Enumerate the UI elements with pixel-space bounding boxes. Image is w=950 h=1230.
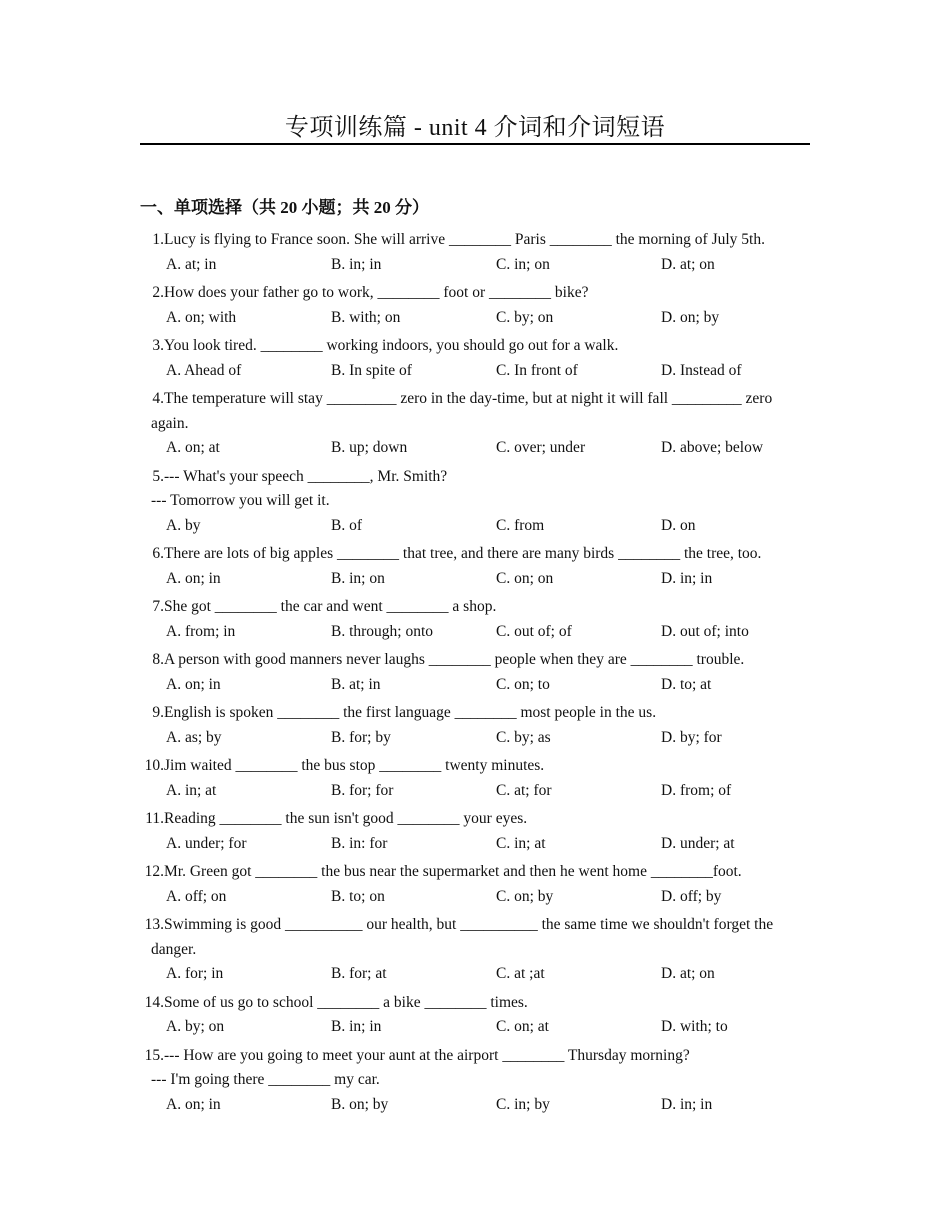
answer-option-d: D. under; at <box>661 834 735 852</box>
answer-option-a: A. on; in <box>166 675 221 693</box>
answer-option-c: C. on; at <box>496 1018 549 1035</box>
answer-options <box>140 514 810 539</box>
question-text: Mr. Green got ________ the bus near the supermarket and then he went home ________foot. <box>164 863 742 880</box>
answer-options <box>140 1093 810 1118</box>
question-number: 5. <box>152 467 164 485</box>
question-stem <box>140 542 810 567</box>
answer-options <box>140 726 810 751</box>
answer-option-c: C. in; on <box>496 255 550 273</box>
answer-option-d: D. on; by <box>661 308 720 326</box>
answer-options <box>140 1015 810 1040</box>
question-item <box>140 387 810 461</box>
answer-option-d: D. from; of <box>661 781 732 799</box>
answer-option-a: A. in; at <box>166 781 217 799</box>
question-number: 3. <box>152 337 164 354</box>
question-stem <box>140 648 810 673</box>
question-stem <box>140 465 810 490</box>
question-stem <box>140 807 810 832</box>
answer-options <box>140 962 810 987</box>
question-stem <box>140 387 810 412</box>
question-number: 14. <box>144 993 164 1011</box>
answer-options <box>140 673 810 698</box>
question-number: 11. <box>145 810 164 827</box>
answer-option-b: B. to; on <box>331 887 385 905</box>
answer-option-d: D. out of; into <box>661 622 749 640</box>
answer-option-a: A. on; with <box>166 308 237 326</box>
answer-option-c: C. in; by <box>496 1095 550 1113</box>
answer-option-c: C. by; as <box>496 728 551 746</box>
answer-option-a: A. by; on <box>166 1018 225 1035</box>
answer-option-a: A. on; in <box>166 569 221 587</box>
answer-options <box>140 436 810 461</box>
question-stem <box>140 913 810 938</box>
question-stem <box>140 1044 810 1069</box>
question-text: A person with good manners never laughs ________ people when they are ________ trouble. <box>164 651 745 668</box>
question-number: 13. <box>144 916 164 933</box>
question-text: English is spoken ________ the first language ________ most people in the us. <box>164 704 657 721</box>
answer-option-b: B. in: for <box>331 834 388 852</box>
question-continuation: --- I'm going there ________ my car. <box>151 1071 380 1088</box>
question-number: 12. <box>144 863 164 880</box>
title-underline <box>140 143 810 145</box>
question-item <box>140 701 810 750</box>
question-item <box>140 334 810 383</box>
answer-option-b: B. for; by <box>331 728 391 746</box>
answer-option-b: B. in; on <box>331 569 385 587</box>
page-title: 专项训练篇 - unit 4 介词和介词短语 <box>284 115 666 141</box>
section-heading: 一、单项选择（共 20 小题；共 20 分） <box>140 198 429 217</box>
question-number: 7. <box>152 598 164 615</box>
question-stem <box>140 334 810 359</box>
question-item <box>140 754 810 803</box>
answer-options <box>140 306 810 331</box>
answer-option-d: D. above; below <box>661 439 764 456</box>
answer-option-c: C. by; on <box>496 308 554 326</box>
answer-option-a: A. from; in <box>166 622 236 640</box>
answer-option-c: C. out of; of <box>496 622 572 640</box>
answer-option-b: B. in; in <box>331 1018 382 1035</box>
answer-options <box>140 567 810 592</box>
question-item <box>140 228 810 277</box>
answer-option-c: C. on; to <box>496 675 550 693</box>
answer-option-a: A. on; at <box>166 439 220 456</box>
answer-option-a: A. for; in <box>166 965 224 982</box>
answer-option-c: C. on; by <box>496 887 554 905</box>
answer-option-b: B. of <box>331 516 362 534</box>
question-text: --- What's your speech ________, Mr. Smith? <box>164 467 448 485</box>
question-continuation: --- Tomorrow you will get it. <box>151 492 330 509</box>
question-number: 2. <box>152 284 164 301</box>
question-number: 6. <box>152 545 164 562</box>
question-continuation: danger. <box>151 940 197 958</box>
answer-option-c: C. In front of <box>496 361 578 379</box>
answer-option-a: A. under; for <box>166 834 247 852</box>
answer-option-c: C. from <box>496 516 545 534</box>
answer-option-a: A. off; on <box>166 887 227 905</box>
question-item <box>140 465 810 539</box>
answer-option-d: D. by; for <box>661 728 722 746</box>
question-stem <box>140 701 810 726</box>
question-text: --- How are you going to meet your aunt at the airport ________ Thursday morning? <box>164 1046 690 1064</box>
answer-option-d: D. off; by <box>661 887 722 905</box>
question-number: 10. <box>144 757 164 774</box>
question-text: Swimming is good __________ our health, but __________ the same time we shouldn't forget the <box>164 916 774 933</box>
question-text: Reading ________ the sun isn't good ________ your eyes. <box>164 810 528 827</box>
answer-option-d: D. in; in <box>661 1095 713 1113</box>
question-text: She got ________ the car and went ________ a shop. <box>164 598 497 615</box>
answer-option-d: D. at; on <box>661 255 715 273</box>
answer-option-c: C. at; for <box>496 781 552 799</box>
answer-option-b: B. through; onto <box>331 622 434 640</box>
question-item <box>140 648 810 697</box>
question-stem <box>140 281 810 306</box>
question-text: Some of us go to school ________ a bike ________ times. <box>164 993 528 1011</box>
question-item <box>140 913 810 987</box>
answer-option-d: D. to; at <box>661 675 712 693</box>
answer-options <box>140 620 810 645</box>
question-item <box>140 281 810 330</box>
answer-option-a: A. at; in <box>166 255 217 273</box>
answer-option-d: D. on <box>661 516 696 534</box>
question-text: Lucy is flying to France soon. She will arrive ________ Paris ________ the morning of July 5th. <box>164 231 765 248</box>
answer-option-d: D. with; to <box>661 1018 728 1035</box>
answer-option-c: C. in; at <box>496 834 546 852</box>
answer-option-c: C. over; under <box>496 439 586 456</box>
question-item <box>140 595 810 644</box>
answer-options <box>140 253 810 278</box>
answer-option-d: D. in; in <box>661 569 713 587</box>
question-text: The temperature will stay _________ zero in the day-time, but at night it will fall _________ zero <box>164 390 773 407</box>
question-stem <box>140 991 810 1016</box>
answer-option-d: D. Instead of <box>661 361 742 379</box>
answer-option-a: A. on; in <box>166 1095 221 1113</box>
question-text: How does your father go to work, ________ foot or ________ bike? <box>164 284 589 301</box>
answer-options <box>140 885 810 910</box>
answer-option-a: A. as; by <box>166 728 222 746</box>
question-number: 8. <box>152 651 164 668</box>
answer-option-b: B. at; in <box>331 675 381 693</box>
answer-option-a: A. Ahead of <box>166 361 242 379</box>
question-stem <box>140 754 810 779</box>
answer-option-b: B. on; by <box>331 1095 389 1113</box>
question-number: 15. <box>144 1046 164 1064</box>
answer-options <box>140 779 810 804</box>
question-stem <box>140 228 810 253</box>
answer-option-d: D. at; on <box>661 965 715 982</box>
question-item <box>140 542 810 591</box>
question-stem <box>140 860 810 885</box>
question-number: 4. <box>152 390 164 407</box>
question-stem <box>140 595 810 620</box>
answer-option-c: C. on; on <box>496 569 554 587</box>
answer-options <box>140 359 810 384</box>
answer-option-a: A. by <box>166 516 201 534</box>
question-list <box>140 228 810 1121</box>
answer-option-b: B. with; on <box>331 308 401 326</box>
question-continuation: again. <box>151 414 189 432</box>
answer-option-b: B. in; in <box>331 255 382 273</box>
question-number: 1. <box>152 231 164 248</box>
answer-option-b: B. up; down <box>331 439 408 456</box>
answer-option-c: C. at ;at <box>496 965 545 982</box>
question-text: You look tired. ________ working indoors, you should go out for a walk. <box>164 337 619 354</box>
answer-option-b: B. In spite of <box>331 361 412 379</box>
answer-option-b: B. for; at <box>331 965 387 982</box>
question-item <box>140 1044 810 1118</box>
answer-options <box>140 832 810 857</box>
answer-option-b: B. for; for <box>331 781 394 799</box>
question-item <box>140 860 810 909</box>
question-number: 9. <box>152 704 164 721</box>
question-text: Jim waited ________ the bus stop ________ twenty minutes. <box>164 757 545 774</box>
question-text: There are lots of big apples ________ that tree, and there are many birds ________ the tree, too. <box>164 545 762 562</box>
question-item <box>140 807 810 856</box>
question-item <box>140 991 810 1040</box>
